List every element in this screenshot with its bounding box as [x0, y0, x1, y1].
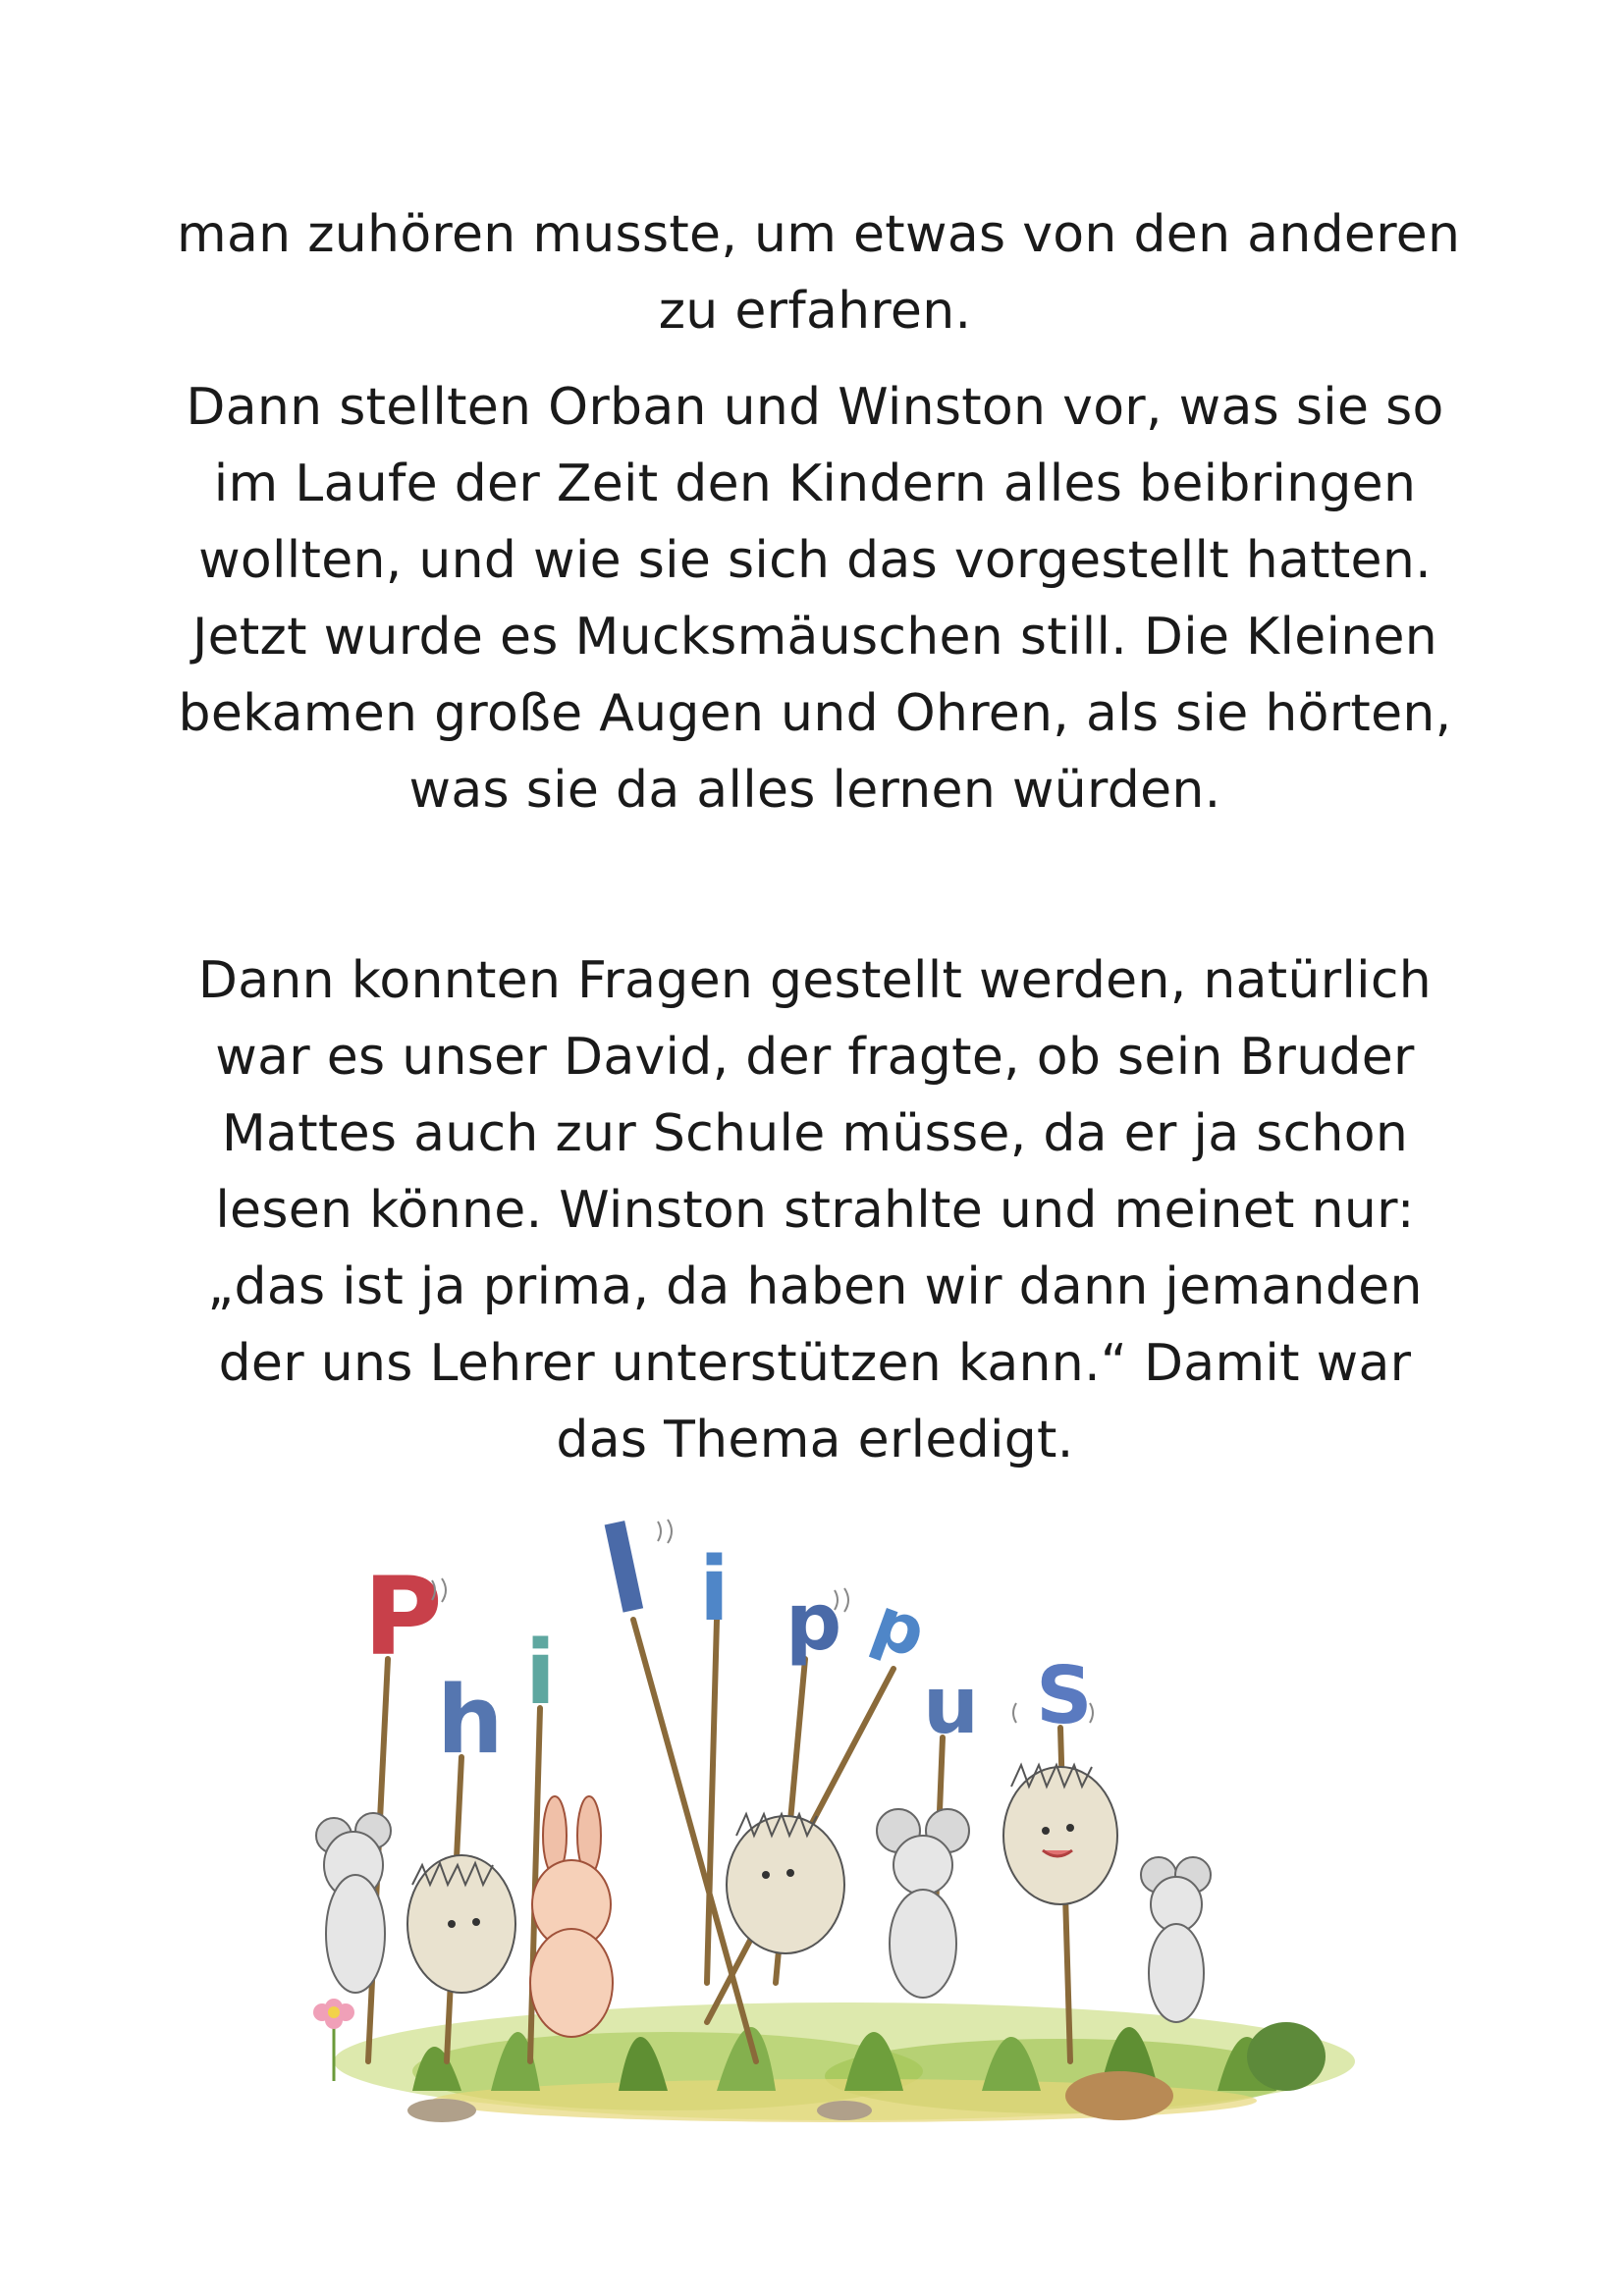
text-line: Jetzt wurde es Mucksmäuschen still. Die Kleinen: [191, 608, 1438, 667]
philippus-animals-illustration: [295, 1512, 1394, 2140]
text-line: zu erfahren.: [658, 282, 972, 341]
text-line: das Thema erledigt.: [556, 1411, 1074, 1469]
letter-i: i: [525, 1622, 556, 1725]
text-line: der uns Lehrer unterstützen kann.“ Damit war: [218, 1334, 1412, 1393]
paragraph-3: [177, 942, 1453, 1478]
text-line: „das ist ja prima, da haben wir dann jemanden: [207, 1257, 1423, 1316]
rabbit-icon: [530, 1796, 613, 2037]
hedgehog-icon: [407, 1855, 515, 1993]
mouse-icon: [877, 1809, 969, 1998]
letter-signs: [363, 1512, 1093, 1775]
hedgehog-icon: [1003, 1765, 1117, 1904]
text-line: war es unser David, der fragte, ob sein Bruder: [215, 1028, 1415, 1087]
letter-s: S: [1036, 1650, 1093, 1741]
hedgehog-icon: [727, 1814, 844, 1953]
text-line: Mattes auch zur Schule müsse, da er ja schon: [221, 1104, 1409, 1163]
paragraph-1: [177, 196, 1461, 349]
letter-i-2: i: [699, 1538, 730, 1641]
text-line: was sie da alles lernen würden.: [408, 761, 1221, 820]
text-line: man zuhören musste, um etwas von den anderen: [177, 205, 1461, 264]
text-line: wollten, und wie sie sich das vorgestellt hatten.: [198, 531, 1432, 590]
mouse-icon: [1141, 1857, 1211, 2022]
letter-l: l: [590, 1512, 659, 1643]
text-line: Dann stellten Orban und Winston vor, was sie so: [186, 378, 1444, 437]
text-line: im Laufe der Zeit den Kindern alles beibringen: [213, 454, 1417, 513]
mouse-icon: [316, 1813, 391, 1993]
letter-P: P: [363, 1554, 443, 1680]
grass-ground: [334, 2002, 1355, 2122]
letter-p: p: [785, 1576, 842, 1668]
letter-p-2: p: [862, 1580, 937, 1675]
text-line: lesen könne. Winston strahlte und meinet nur:: [215, 1181, 1415, 1240]
paragraph-2: [177, 369, 1453, 828]
letter-u: u: [923, 1660, 979, 1751]
letter-h: h: [437, 1667, 504, 1775]
text-line: bekamen große Augen und Ohren, als sie hörten,: [178, 684, 1452, 743]
text-line: Dann konnten Fragen gestellt werden, natürlich: [197, 951, 1433, 1010]
